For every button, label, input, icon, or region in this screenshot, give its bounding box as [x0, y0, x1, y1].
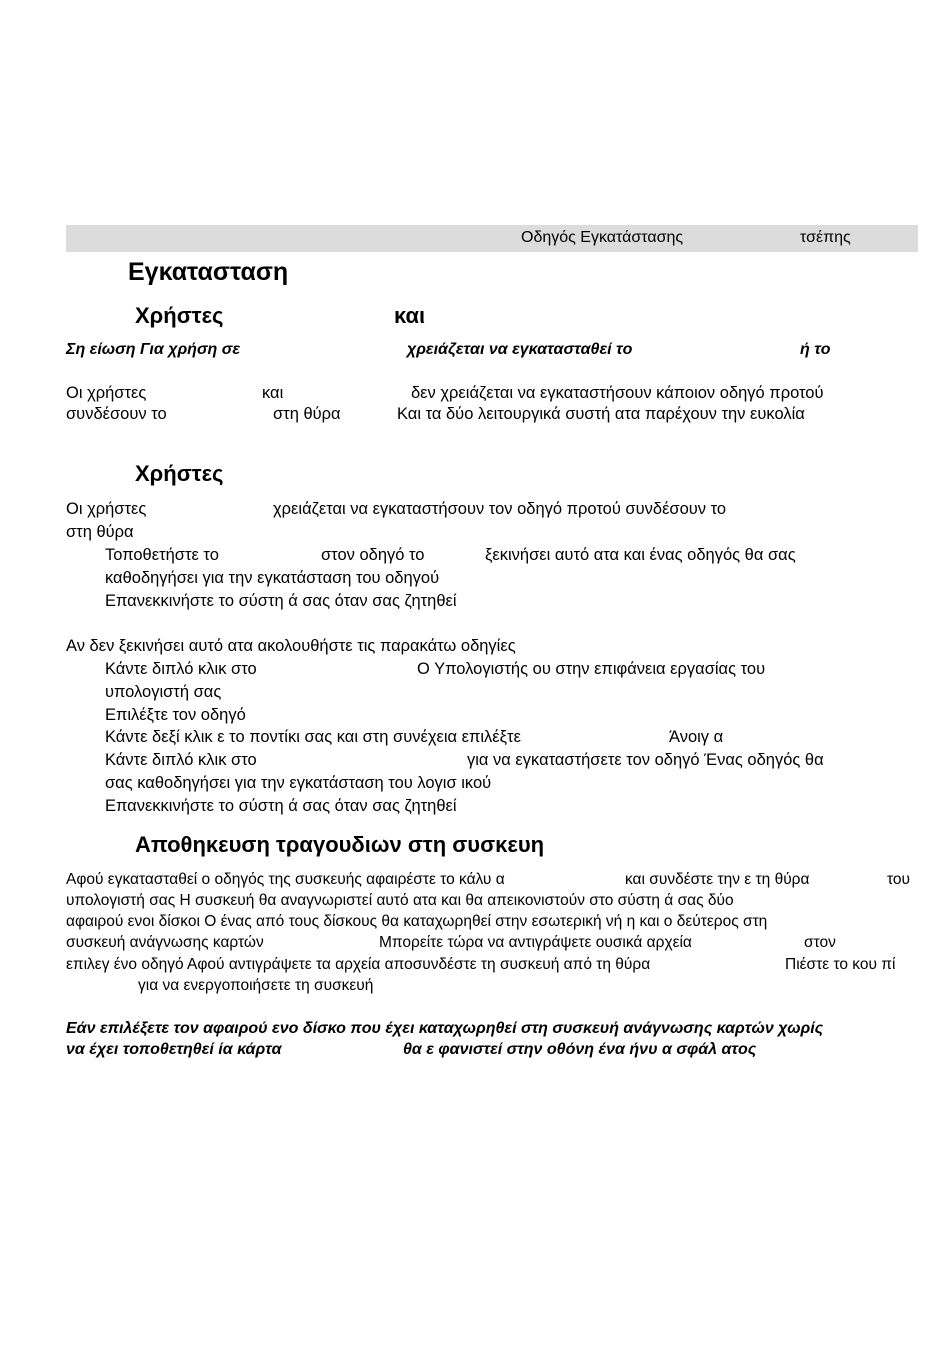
- section2-step1-d: καθοδηγήσει για την εγκατάσταση του οδηγού: [105, 569, 440, 587]
- section1-p2-c: Και τα δύο λειτουργικά συστή ατα παρέχουν την ευκολία: [397, 405, 805, 423]
- section2-heading: Χρήστες: [135, 461, 224, 486]
- section2-alt3-b: Άνοιγ α: [669, 728, 724, 746]
- section2-p1-b: χρειάζεται να εγκαταστήσουν τον οδηγό προτού συνδέσουν το: [273, 500, 727, 518]
- section2-alt3-a: Κάντε δεξί κλικ ε το ποντίκι σας και στη συνέχεια επιλέξτε: [105, 728, 521, 746]
- section2-step1-b: στον οδηγό το: [321, 546, 425, 564]
- section1-p1-a: Οι χρήστες: [66, 384, 147, 402]
- section2-p1-c: στη θύρα: [66, 523, 134, 541]
- header-pocket: τσέπης: [800, 229, 851, 246]
- section3-heading: Αποθηκευση τραγουδιων στη συσκευη: [135, 832, 545, 857]
- section2-alt1-b: Ο Υπολογιστής ου στην επιφάνεια εργασίας του: [417, 660, 766, 678]
- section2-alt2: Επιλέξτε τον οδηγό: [105, 706, 246, 724]
- section1-heading-users: Χρήστες: [135, 303, 224, 328]
- section1-p1-b: και: [262, 384, 284, 402]
- section2-p1-a: Οι χρήστες: [66, 500, 147, 518]
- section3-l4-a: συσκευή ανάγνωσης καρτών: [66, 934, 264, 951]
- section2-alt1-c: υπολογιστή σας: [105, 683, 222, 701]
- section3-l6: για να ενεργοποιήσετε τη συσκευή: [138, 977, 374, 994]
- header-bar: [66, 225, 918, 252]
- section3-l2: υπολογιστή σας Η συσκευή θα αναγνωριστεί αυτό ατα και θα απεικονιστούν στο σύστη ά σας δύο: [66, 892, 734, 909]
- section3-warning-2b: θα ε φανιστεί στην οθόνη ένα ήνυ α σφάλ ατος: [403, 1041, 757, 1058]
- section3-l4-b: Μπορείτε τώρα να αντιγράψετε ουσικά αρχεία: [379, 934, 692, 951]
- section3-l3: αφαιρού ενοι δίσκοι Ο ένας από τους δίσκους θα καταχωρηθεί στην εσωτερική νή η και ο δεύτερος στη: [66, 913, 768, 930]
- section3-l5-b: Πιέστε το κου πί: [785, 956, 896, 973]
- install-title: Εγκατασταση: [128, 258, 289, 286]
- section2-alt4-b: για να εγκαταστήσετε τον οδηγό Ένας οδηγός θα: [467, 751, 824, 769]
- section1-heading-and: και: [394, 303, 426, 328]
- section3-l1-c: του: [887, 871, 911, 888]
- section1-p2-b: στη θύρα: [273, 405, 341, 423]
- section3-l1-a: Αφού εγκατασταθεί ο οδηγός της συσκευής αφαιρέστε το κάλυ α: [66, 871, 505, 888]
- section2-step1-a: Τοποθετήστε το: [105, 546, 219, 564]
- section2-alt4-a: Κάντε διπλό κλικ στο: [105, 751, 257, 769]
- section2-alt4-c: σας καθοδηγήσει για την εγκατάσταση του λογισ ικού: [105, 774, 492, 792]
- section3-warning-2a: να έχει τοποθετηθεί ία κάρτα: [66, 1041, 282, 1058]
- section2-step1-c: ξεκινήσει αυτό ατα και ένας οδηγός θα σας: [485, 546, 796, 564]
- header-guide-title: Οδηγός Εγκατάστασης: [521, 229, 684, 246]
- section1-p1-c: δεν χρειάζεται να εγκαταστήσουν κάποιον οδηγό προτού: [411, 384, 824, 402]
- section2-step2: Επανεκκινήστε το σύστη ά σας όταν σας ζητηθεί: [105, 592, 457, 610]
- section2-alt-intro: Αν δεν ξεκινήσει αυτό ατα ακολουθήστε τις παρακάτω οδηγίες: [66, 637, 516, 655]
- section3-l1-b: και συνδέστε την ε τη θύρα: [625, 871, 810, 888]
- section2-alt1-a: Κάντε διπλό κλικ στο: [105, 660, 257, 678]
- section2-alt5: Επανεκκινήστε το σύστη ά σας όταν σας ζητηθεί: [105, 797, 457, 815]
- section3-l4-c: στον: [804, 934, 836, 951]
- section1-p2-a: συνδέσουν το: [66, 405, 167, 423]
- section1-note-c: ή το: [800, 341, 831, 358]
- section1-note-b: χρειάζεται να εγκατασταθεί το: [407, 341, 633, 358]
- section3-warning-1: Εάν επιλέξετε τον αφαιρού ενο δίσκο που έχει καταχωρηθεί στη συσκευή ανάγνωσης καρτών χωρίς: [66, 1020, 824, 1037]
- section1-note-a: Ση είωση Για χρήση σε: [66, 341, 241, 358]
- section3-l5-a: επιλεγ ένο οδηγό Αφού αντιγράψετε τα αρχεία αποσυνδέστε τη συσκευή από τη θύρα: [66, 956, 651, 973]
